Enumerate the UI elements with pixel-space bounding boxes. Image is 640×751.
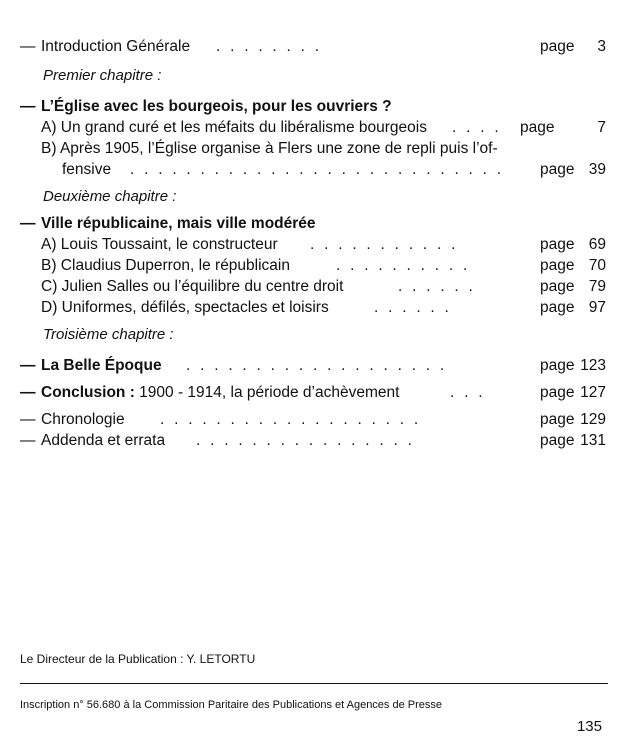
page-number: 3 bbox=[597, 38, 606, 55]
entry-title: A) Un grand curé et les méfaits du libéralisme bourgeois bbox=[41, 119, 427, 136]
page-ref bbox=[540, 234, 606, 255]
toc-entry bbox=[20, 159, 606, 180]
entry-title: Chronologie bbox=[41, 411, 125, 428]
page-label: page bbox=[540, 236, 575, 253]
page-label: page bbox=[540, 384, 575, 401]
toc-entry bbox=[20, 255, 606, 276]
entry-title-rest: 1900 - 1914, la période d’achèvement bbox=[134, 384, 400, 401]
dot-leader: ... bbox=[450, 384, 493, 401]
page-label: page bbox=[540, 38, 575, 55]
entry-title bbox=[41, 382, 399, 403]
entry-dash: — bbox=[20, 98, 36, 115]
page-ref bbox=[540, 159, 606, 180]
dot-leader: ................... bbox=[186, 357, 455, 374]
page-number: 123 bbox=[580, 357, 606, 374]
page-number: 129 bbox=[580, 411, 606, 428]
page-number: 39 bbox=[588, 161, 606, 178]
page-label: page bbox=[540, 357, 575, 374]
dot-leader: ................ bbox=[196, 432, 422, 449]
publication-director: Le Directeur de la Publication : Y. LETORTU bbox=[20, 652, 256, 666]
toc-entry-section bbox=[20, 213, 606, 234]
page-label: page bbox=[540, 432, 575, 449]
toc-entry bbox=[20, 297, 606, 318]
page-ref bbox=[540, 36, 606, 57]
toc-entry-addenda bbox=[20, 430, 606, 451]
entry-title: fensive bbox=[62, 161, 112, 178]
dot-leader: .... bbox=[452, 119, 509, 136]
entry-title: C) Julien Salles ou l’équilibre du centre droit bbox=[41, 278, 344, 295]
page-number: 70 bbox=[588, 257, 606, 274]
entry-title: Introduction Générale bbox=[41, 38, 191, 55]
toc-entry-belle-epoque bbox=[20, 355, 606, 376]
toc-entry bbox=[20, 276, 606, 297]
page-number: 131 bbox=[580, 432, 606, 449]
dot-leader: ........... bbox=[310, 236, 466, 253]
dot-leader: .......... bbox=[336, 257, 478, 274]
page-ref bbox=[540, 382, 606, 403]
entry-title: L’Église avec les bourgeois, pour les ouvriers ? bbox=[41, 98, 392, 115]
toc-entry-introduction bbox=[20, 36, 606, 57]
chapter-label: Troisième chapitre : bbox=[43, 326, 174, 343]
page-label: page bbox=[540, 278, 575, 295]
page-label: page bbox=[520, 119, 555, 136]
page-ref bbox=[540, 409, 606, 430]
page-number: 7 bbox=[597, 119, 606, 136]
dot-leader: ...... bbox=[374, 299, 459, 316]
page-number: 79 bbox=[588, 278, 606, 295]
toc-entry bbox=[20, 117, 606, 138]
page-label: page bbox=[540, 257, 575, 274]
entry-title: A) Louis Toussaint, le constructeur bbox=[41, 236, 278, 253]
toc-entry bbox=[20, 234, 606, 255]
chapter-label: Premier chapitre : bbox=[43, 67, 162, 84]
page-number-footer: 135 bbox=[576, 718, 602, 735]
toc-entry bbox=[20, 138, 606, 159]
inscription-notice: Inscription n° 56.680 à la Commission Paritaire des Publications et Agences de Presse bbox=[20, 699, 443, 711]
dot-leader: ...... bbox=[398, 278, 483, 295]
entry-title: Addenda et errata bbox=[41, 432, 166, 449]
page-ref bbox=[520, 117, 606, 138]
entry-dash: — bbox=[20, 384, 36, 401]
chapter-heading bbox=[20, 65, 606, 86]
entry-title: Ville républicaine, mais ville modérée bbox=[41, 215, 316, 232]
chapter-heading bbox=[20, 186, 606, 207]
entry-dash: — bbox=[20, 411, 36, 428]
entry-title-bold: Conclusion : bbox=[41, 384, 135, 401]
toc-entry-conclusion bbox=[20, 382, 606, 403]
page-number: 127 bbox=[580, 384, 606, 401]
page-label: page bbox=[540, 411, 575, 428]
page-ref bbox=[540, 276, 606, 297]
entry-title: B) Après 1905, l’Église organise à Flers une zone de repli puis l’of- bbox=[41, 140, 498, 157]
page-number: 97 bbox=[588, 299, 606, 316]
entry-dash: — bbox=[20, 432, 36, 449]
dot-leader: ................... bbox=[160, 411, 429, 428]
page-ref bbox=[540, 255, 606, 276]
page-label: page bbox=[540, 161, 575, 178]
entry-title: B) Claudius Duperron, le républicain bbox=[41, 257, 290, 274]
page-ref bbox=[540, 355, 606, 376]
chapter-heading bbox=[20, 324, 606, 345]
toc-entry-chronologie bbox=[20, 409, 606, 430]
entry-title: La Belle Époque bbox=[41, 357, 162, 374]
dot-leader: ........................... bbox=[130, 161, 511, 178]
page-label: page bbox=[540, 299, 575, 316]
entry-dash: — bbox=[20, 38, 36, 55]
page-ref bbox=[540, 297, 606, 318]
entry-dash: — bbox=[20, 215, 36, 232]
toc-entry-section bbox=[20, 96, 606, 117]
footer-divider bbox=[20, 683, 608, 684]
table-of-contents bbox=[20, 36, 606, 451]
page-ref bbox=[540, 430, 606, 451]
page-number: 69 bbox=[588, 236, 606, 253]
chapter-label: Deuxième chapitre : bbox=[43, 188, 177, 205]
entry-title: D) Uniformes, défilés, spectacles et loisirs bbox=[41, 299, 329, 316]
entry-dash: — bbox=[20, 357, 36, 374]
dot-leader: ........ bbox=[216, 38, 329, 55]
